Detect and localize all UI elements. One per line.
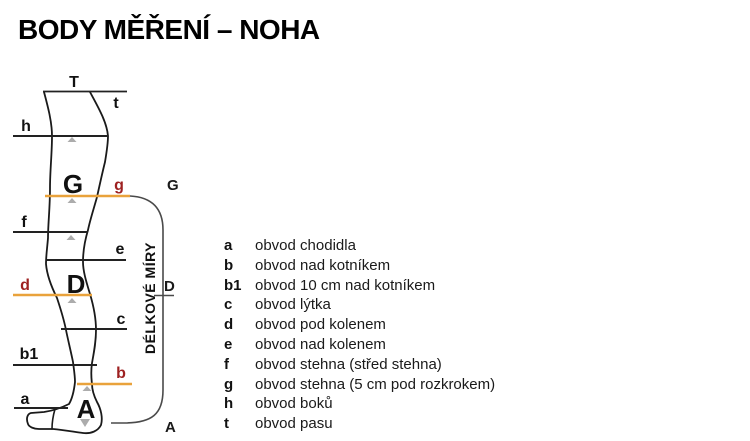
label-d: d [20, 277, 30, 294]
legend-row-b1 [224, 276, 554, 296]
legend-label: obvod chodidla [255, 237, 356, 254]
bracket-label-D: D [164, 278, 175, 295]
legend-label: obvod nad kolenem [255, 335, 386, 353]
legend-row-t [224, 414, 554, 434]
legend-key: b [224, 256, 234, 274]
label-D: D [66, 269, 86, 299]
label-b: b [116, 365, 126, 382]
legend-row-e [224, 335, 554, 355]
label-c: c [116, 311, 126, 328]
legend-key: h [224, 395, 234, 413]
foot-toe-line [52, 409, 55, 429]
legend-key: b1 [224, 276, 242, 294]
marker-triangle-h [68, 137, 77, 142]
label-T: T [69, 74, 79, 91]
page-title: BODY MĚŘENÍ – NOHA [18, 14, 320, 45]
label-e: e [115, 241, 125, 258]
label-f: f [21, 214, 27, 231]
legend-row-b [224, 256, 554, 276]
legend-row-f [224, 355, 554, 375]
length-measures-title: DÉLKOVÉ MÍRY [142, 241, 158, 355]
legend-label: obvod lýtka [255, 296, 331, 314]
bracket-label-A: A [165, 419, 176, 436]
legend-row-c [224, 295, 554, 315]
legend-key: t [224, 415, 229, 433]
legend-label: obvod stehna (5 cm pod rozkrokem) [255, 375, 496, 393]
label-G: G [62, 169, 84, 199]
legend-key: d [224, 316, 234, 334]
label-b1: b1 [19, 346, 39, 363]
legend-label: obvod 10 cm nad kotníkem [255, 276, 436, 294]
legend-row-a [224, 236, 554, 256]
label-a: a [20, 391, 30, 408]
legend-key: g [224, 375, 234, 393]
label-g: g [114, 177, 124, 194]
leg-measurement-diagram [0, 60, 200, 441]
label-A: A [76, 394, 96, 424]
legend-key: a [224, 237, 233, 254]
marker-triangle-b [83, 386, 92, 391]
legend-row-g [224, 375, 554, 395]
legend-label: obvod stehna (střed stehna) [255, 355, 442, 373]
bracket-label-G: G [167, 177, 179, 194]
legend [224, 236, 554, 434]
legend-label: obvod nad kotníkem [255, 256, 391, 274]
legend-label: obvod pasu [255, 415, 333, 433]
legend-row-d [224, 315, 554, 335]
marker-triangle-f [67, 235, 76, 240]
legend-key: c [224, 296, 233, 314]
legend-key: f [224, 355, 229, 373]
legend-row-h [224, 394, 554, 414]
legend-key: e [224, 335, 233, 353]
label-t: t [113, 95, 119, 112]
legend-label: obvod boků [255, 395, 333, 413]
legend-label: obvod pod kolenem [255, 316, 386, 334]
leg-outline [27, 92, 108, 433]
label-h: h [21, 118, 31, 135]
